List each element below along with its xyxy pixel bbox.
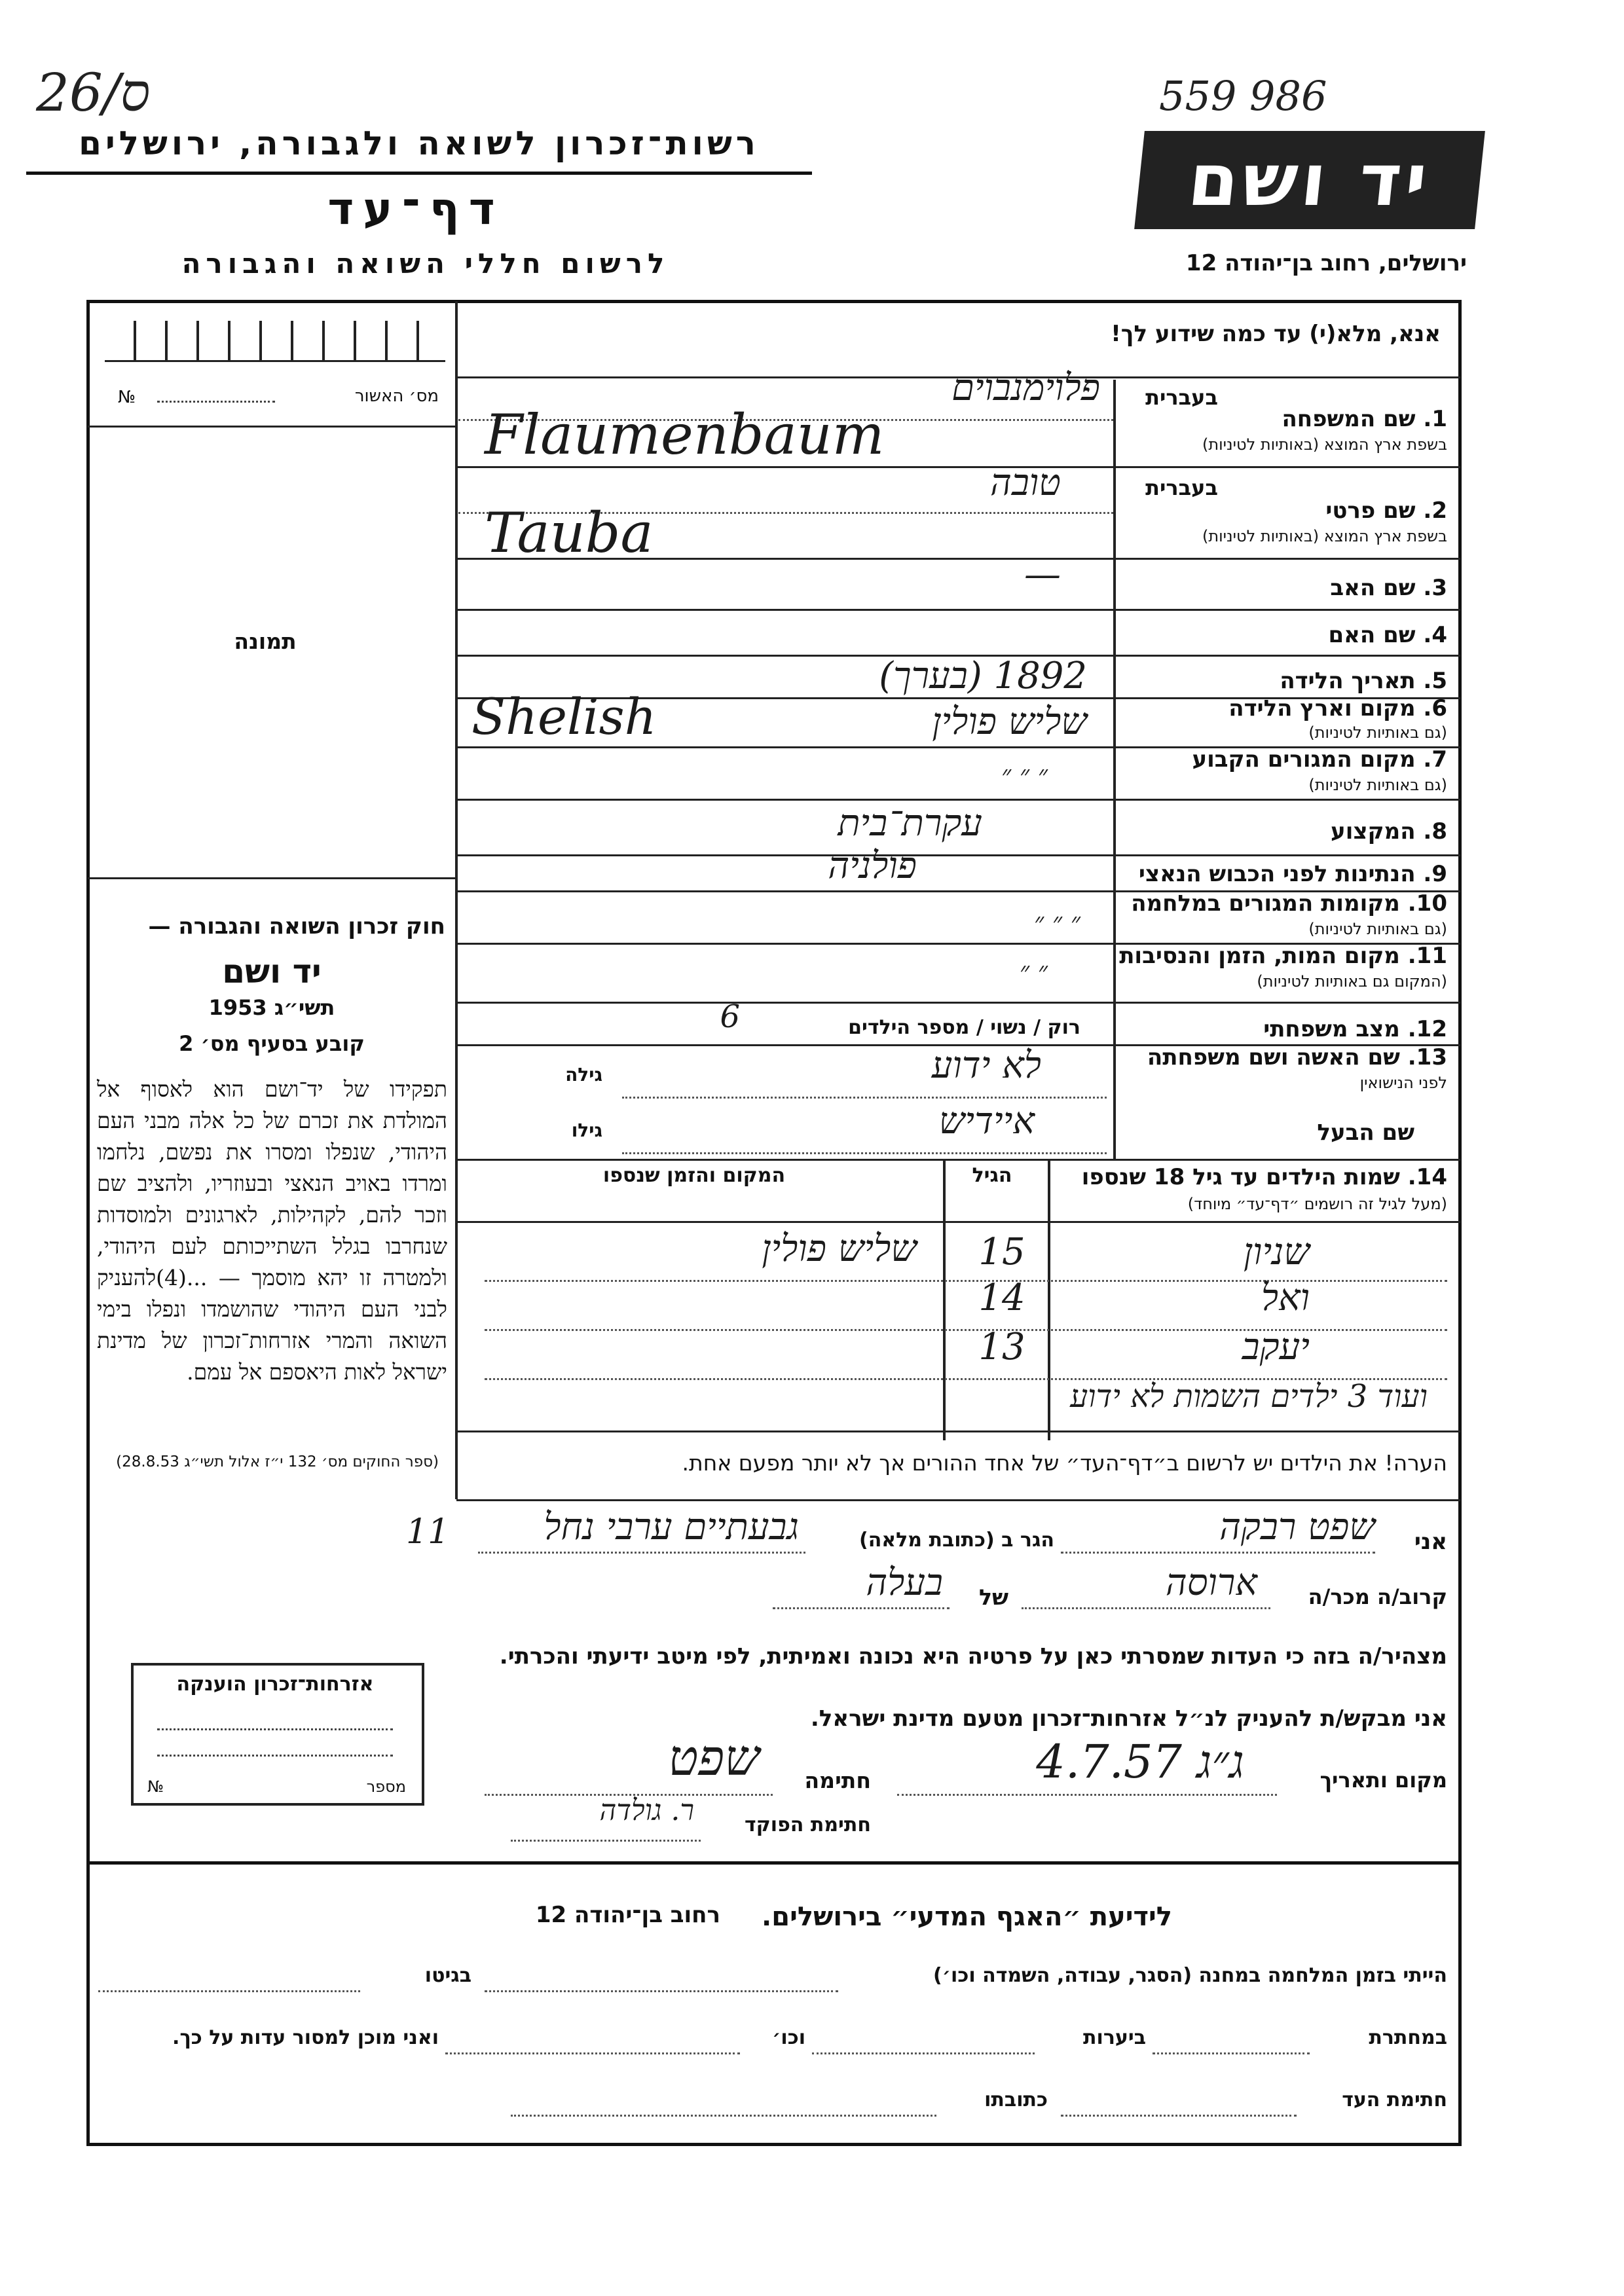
- field-13-age-label: גילה: [565, 1064, 602, 1085]
- field-9-label: 9. הנתינות לפני הכבוש הנאצי: [1138, 861, 1447, 887]
- field-7-label: 7. מקום המגורים הקבוע: [1192, 746, 1447, 773]
- child-2-name: ואל: [1261, 1277, 1310, 1319]
- bottom-line2-etc-field: [445, 2052, 740, 2054]
- law-logo: יד ושם: [222, 953, 322, 991]
- children-col-place: המקום והזמן שנספו: [602, 1164, 786, 1187]
- handwritten-ref-right: 559 986: [1159, 72, 1327, 120]
- address: ירושלים, רחוב בן־יהודה 12: [1185, 250, 1467, 276]
- field-2-sub: בשפת ארץ המוצא (באותיות לטיניות): [1202, 527, 1447, 545]
- institution-underline: [26, 172, 812, 175]
- children-bottom-rule: [456, 1430, 1460, 1432]
- bottom-line2-underground-label: במחתרת: [1369, 2026, 1447, 2049]
- approval-ticks: [105, 321, 445, 362]
- bottom-line3-witness-label: חתימת העד: [1342, 2088, 1447, 2111]
- label-divider: [1113, 380, 1116, 1159]
- bottom-line3-address-label: כתובתו: [984, 2088, 1048, 2111]
- field-2-value-latin: Tauba: [485, 501, 654, 565]
- field-7-rule: [456, 799, 1460, 801]
- field-10-label: 10. מקומות המגורים במלחמה: [1131, 890, 1447, 917]
- child-1-place: שליש פולין: [762, 1228, 917, 1270]
- law-heading: חוק זכרון השואה והגבורה —: [148, 913, 445, 939]
- field-3-label: 3. שם האב: [1330, 575, 1447, 601]
- officer-signature-value: ר. גולדה: [599, 1794, 694, 1827]
- field-13-sub: לפני הנישואין: [1359, 1074, 1447, 1092]
- bottom-line1-camp-label: הייתי בזמן המלחמה במחנה (הסגר, עבודה, השמדה וכו׳): [933, 1964, 1447, 1987]
- declarant-relative-label: קרוב/ה מכר/ה: [1308, 1584, 1447, 1609]
- field-13-value: לא ידוע: [931, 1044, 1041, 1087]
- field-7-value: ״ ״ ״: [1001, 760, 1048, 790]
- bottom-line2-testimony-label: ואני מוכן למסור עדות על כך.: [172, 2026, 439, 2049]
- bottom-line2-forests-field: [812, 2052, 1035, 2054]
- field-10-sub: (גם באותיות לטיניות): [1308, 920, 1447, 938]
- citizenship-line1: [157, 1728, 393, 1730]
- field-3-rule: [456, 609, 1460, 611]
- declarant-i-label: אני: [1414, 1529, 1447, 1555]
- form-title: דף־עד: [327, 183, 504, 235]
- declarant-of-value: בעלה: [866, 1561, 943, 1604]
- law-text: תפקידו של יד־ושם הוא לאסוף אל המולדת את זכרם של כל אלה מבני העם היהודי, שנפלו ומסרו את נפשם, נלחמו ומרדו באויב הנאצי ובעוזריו, ולהציב שם וזכר להם, לקהילות, לארגונים ולמוסדות שנחרבו בגלל השתייכותם לעם היהודי, ולמטרה זו יהא מוסמך — ...(4)להעניק לבני העם היהודי שהושמדו ונפלו בימי השואה והמרי אזרחות־זכרון של מדינת ישראל לאות היאספם אל עמם.: [97, 1076, 447, 1385]
- field-1-hebrew-tag: בעברית: [1145, 385, 1218, 410]
- declarant-relation: ארוסה: [1165, 1561, 1257, 1604]
- field-1-value-latin: Flaumenbaum: [485, 403, 885, 467]
- bottom-address: רחוב בן־יהודה 12: [535, 1902, 720, 1928]
- law-reference: (ספר החוקים מס׳ 132 י״ז אלול תשי״ג 28.8.53): [116, 1453, 439, 1470]
- institution-name: רשות־זכרון לשואה ולגבורה, ירושלים: [79, 124, 760, 162]
- place-date-value: ג״ג 4.7.57: [1036, 1735, 1244, 1789]
- children-label: 14. שמות הילדים עד גיל 18 שנספו: [1081, 1164, 1447, 1190]
- instruction-text: אנא, מלא(י) עד כמה שידוע לך!: [1111, 321, 1441, 347]
- field-7-sub: (גם באותיות לטיניות): [1308, 776, 1447, 794]
- field-12-prefix: רוק / נשוי / מספר הילדים: [848, 1016, 1080, 1039]
- field-4-label: 4. שם האם: [1328, 622, 1447, 648]
- declarant-address-line: [478, 1552, 805, 1554]
- bottom-line3-witness-field: [1061, 2115, 1297, 2117]
- field-husband-frame-rule: [456, 1159, 1460, 1161]
- approval-rule: [88, 426, 456, 428]
- citizenship-line2: [157, 1755, 393, 1757]
- declarant-of-line: [773, 1607, 950, 1609]
- field-6-label: 6. מקום וארץ הלידה: [1228, 695, 1447, 721]
- citizenship-no-label: מספר: [366, 1777, 406, 1796]
- field-2-hebrew-tag: בעברית: [1145, 475, 1218, 500]
- field-2-value-he: טובה: [990, 462, 1061, 504]
- field-11-label: 11. מקום המות, הזמן והנסיבות: [1119, 943, 1447, 969]
- field-11-sub: (המקום גם באותיות לטיניות): [1257, 972, 1447, 991]
- law-year: תשי״ג 1953: [208, 995, 335, 1020]
- bottom-line2-underground-field: [1153, 2052, 1310, 2054]
- field-5-label: 5. תאריך הלידה: [1280, 668, 1447, 694]
- field-9-value: פולניה: [828, 845, 917, 887]
- children-col-age: הגיל: [972, 1164, 1012, 1187]
- field-husband-label: שם הבעל: [1317, 1120, 1414, 1146]
- field-husband-rule: [622, 1152, 1107, 1154]
- declarant-address-number: 11: [406, 1512, 450, 1552]
- declaration-text: מצהיר/ה בזה כי העדות שמסרתי כאן על פרטיה היא נכונה ואמיתית, לפי מיטב ידיעתי והכרתי.: [499, 1643, 1447, 1669]
- field-13-label: 13. שם האשה ושם משפחתה: [1147, 1044, 1447, 1070]
- approval-no-sign: №: [118, 388, 136, 407]
- bottom-line1-ghetto-field: [98, 1990, 360, 1992]
- field-husband-value: איידיש: [938, 1100, 1035, 1142]
- declarant-address: גבעתיים ערבי נחל: [544, 1506, 799, 1548]
- child-1-name: שניון: [1243, 1231, 1310, 1273]
- declarant-of-label: של: [979, 1584, 1008, 1610]
- bottom-line2-forests-label: ביערות: [1083, 2026, 1146, 2049]
- field-12-value: 6: [720, 998, 740, 1035]
- child-2-age: 14: [978, 1277, 1025, 1319]
- panel-divider: [455, 301, 458, 1499]
- note-rule: [456, 1499, 1460, 1501]
- bottom-line3-address-field: [511, 2115, 936, 2117]
- child-1-age: 15: [978, 1231, 1025, 1273]
- declarant-relation-line: [1022, 1607, 1270, 1609]
- field-8-value: עקרת־בית: [838, 802, 982, 845]
- field-12-label: 12. מצב משפחתי: [1263, 1016, 1447, 1042]
- field-6-value-latin: Shelish: [471, 687, 657, 746]
- field-8-label: 8. המקצוע: [1331, 818, 1447, 845]
- bottom-line1-camp-field: [485, 1990, 838, 1992]
- field-1-value-he: פלוימנבוים: [951, 367, 1100, 409]
- field-6-value-he: שליש פולין: [932, 701, 1087, 743]
- bottom-line1-ghetto-label: בגיטו: [424, 1964, 471, 1987]
- field-6-sub: (גם באותיות לטיניות): [1308, 723, 1447, 742]
- place-date-line: [897, 1794, 1277, 1796]
- field-5-value: 1892 (בערך): [879, 655, 1087, 697]
- law-section: קובע בסעיף מס׳ 2: [179, 1031, 365, 1056]
- citizenship-title: אזרחות־זכרון הוענקה: [176, 1673, 374, 1696]
- children-sub: (מעל לגיל זה רושמים ״דף־עד״ מיוחד): [1187, 1195, 1447, 1213]
- approval-number-line: [157, 401, 275, 403]
- declarant-name: שפט רבקה: [1219, 1506, 1375, 1548]
- photo-rule: [88, 877, 456, 879]
- citizenship-no-sign: №: [147, 1777, 164, 1796]
- field-2-label: 2. שם פרטי: [1325, 498, 1447, 524]
- field-1-label: 1. שם המשפחה: [1282, 406, 1447, 432]
- signature-label: חתימה: [804, 1768, 871, 1793]
- child-3-name: יעקב: [1242, 1326, 1310, 1368]
- field-11-value: ״ ״: [1019, 957, 1048, 987]
- officer-signature-label: חתימת הפוקד: [745, 1813, 871, 1836]
- field-husband-age-label: גילו: [571, 1120, 602, 1141]
- signature-value: שפט: [668, 1728, 760, 1787]
- declarant-name-line: [1061, 1552, 1375, 1554]
- officer-signature-line: [511, 1840, 701, 1842]
- field-3-value: —: [1024, 553, 1061, 596]
- photo-label: תמונה: [234, 629, 297, 654]
- field-11-rule: [456, 1002, 1460, 1004]
- field-10-value: ״ ״ ״: [1033, 907, 1080, 938]
- form-subtitle: לרשום חללי השואה והגבורה: [181, 247, 670, 280]
- children-extra: ועוד 3 ילדים השמות לא ידוע: [1070, 1378, 1428, 1415]
- declarant-address-label: הגר ב (כתובת מלאה): [858, 1529, 1054, 1552]
- request-text: אני מבקש/ת להעניק לנ״ל אזרחות־זכרון מטעם מדינת ישראל.: [810, 1705, 1447, 1732]
- approval-label: מס׳ האשור: [354, 386, 439, 406]
- children-header-rule: [456, 1221, 1460, 1223]
- yad-vashem-logo: יד ושם: [1134, 131, 1485, 229]
- field-1-sub: בשפת ארץ המוצא (באותיות לטיניות): [1202, 435, 1447, 454]
- child-3-age: 13: [978, 1326, 1025, 1368]
- handwritten-ref-left: 26/ס: [36, 62, 151, 123]
- bottom-line2-etc-label: וכו׳: [772, 2026, 805, 2049]
- note-text: הערה! את הילדים יש לרשום ב״דף־העד״ של אחד ההורים אך לא יותר מפעם אחת.: [682, 1450, 1447, 1476]
- bottom-title: לידיעת ״האגף המדעי״ בירושלים.: [762, 1902, 1172, 1932]
- field-13-rule: [622, 1097, 1107, 1099]
- place-date-label: מקום ותאריך: [1320, 1768, 1447, 1793]
